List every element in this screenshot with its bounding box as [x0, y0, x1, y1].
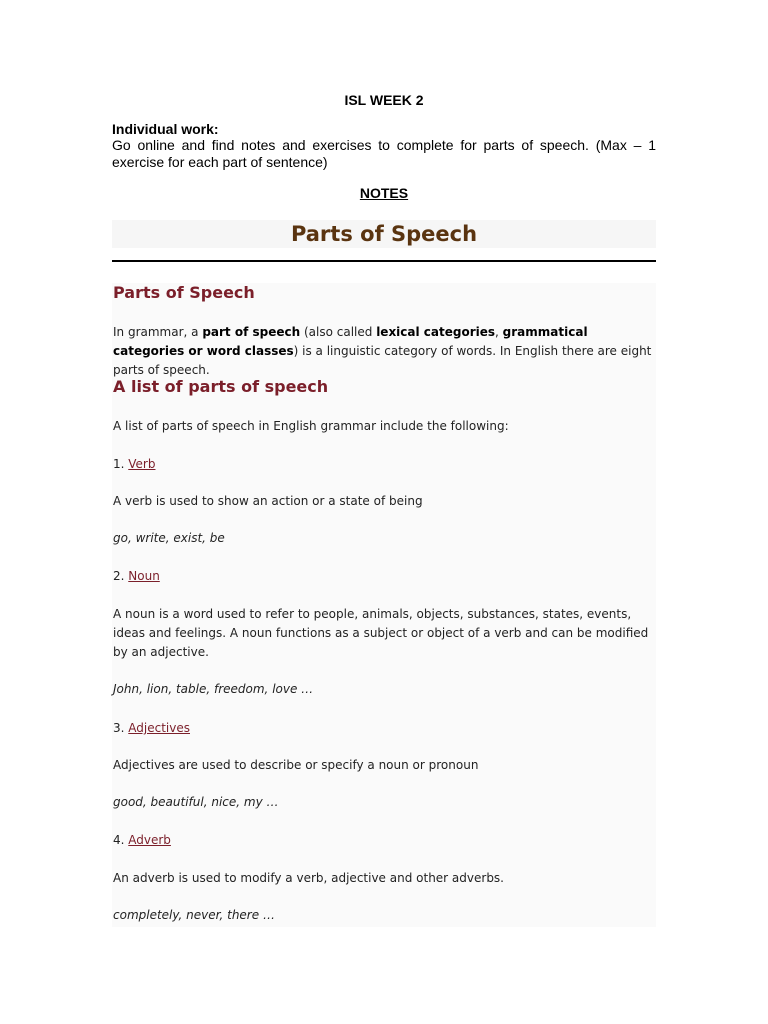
adverb-examples: completely, never, there … [113, 908, 275, 922]
list-item-verb [113, 455, 653, 474]
noun-link[interactable]: Noun [128, 569, 160, 583]
intro-bold-part-of-speech: part of speech [202, 325, 301, 339]
list-item-noun [113, 567, 653, 586]
intro-text-3: , [495, 325, 503, 339]
individual-work-heading: Individual work: [112, 121, 219, 137]
intro-text-4: ) is a linguistic category of words. In English there are eight parts of speech. [113, 344, 652, 377]
item-number: 1. [113, 457, 129, 471]
verb-examples: go, write, exist, be [113, 531, 225, 545]
adverb-link[interactable]: Adverb [128, 833, 171, 847]
list-intro: A list of parts of speech in English grammar include the following: [113, 419, 509, 433]
article-heading: Parts of Speech [113, 283, 255, 302]
notes-heading: NOTES [359, 185, 409, 201]
document-page [112, 0, 656, 1024]
noun-examples: John, lion, table, freedom, love … [113, 682, 314, 696]
banner-title: Parts of Speech [112, 220, 656, 248]
intro-text-1: In grammar, a [113, 325, 203, 339]
item-number: 2. [113, 569, 129, 583]
adjectives-link[interactable]: Adjectives [128, 721, 190, 735]
verb-link[interactable]: Verb [128, 457, 156, 471]
verb-description: A verb is used to show an action or a state of being [113, 494, 423, 508]
item-number: 4. [113, 833, 129, 847]
article-panel [112, 283, 656, 927]
adjectives-examples: good, beautiful, nice, my … [113, 795, 279, 809]
item-number: 3. [113, 721, 129, 735]
individual-work-instructions: Go online and find notes and exercises to complete for parts of speech. (Max – 1 exercise for each part of sentence) [112, 137, 656, 170]
list-item-adverb [113, 831, 653, 850]
intro-paragraph [113, 323, 653, 380]
adjectives-description: Adjectives are used to describe or specify a noun or pronoun [113, 758, 479, 772]
intro-bold-grammatical: grammatical categories or word classes [113, 325, 588, 358]
adverb-description: An adverb is used to modify a verb, adjective and other adverbs. [113, 871, 504, 885]
list-item-adjectives [113, 719, 653, 738]
intro-text-2: (also called [300, 325, 377, 339]
document-title: ISL WEEK 2 [344, 92, 424, 108]
list-heading: A list of parts of speech [113, 377, 329, 396]
intro-bold-lexical: lexical categories [376, 325, 496, 339]
horizontal-rule [112, 260, 656, 262]
noun-description: A noun is a word used to refer to people, animals, objects, substances, states, events, ideas and feelings. A noun functions as a subject or object of a verb and can be modified by an adjective. [113, 607, 649, 659]
